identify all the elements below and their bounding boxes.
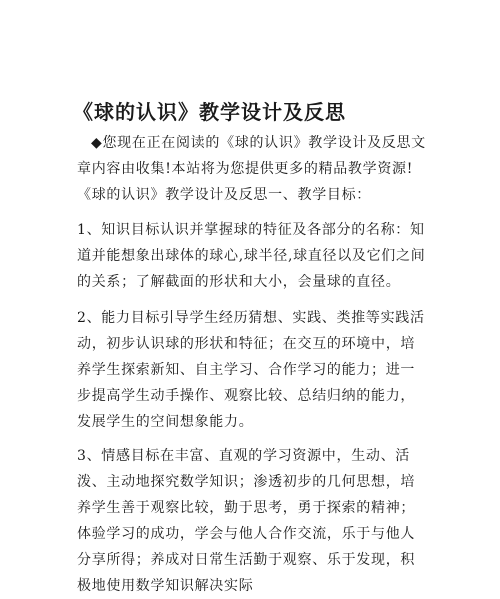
intro-paragraph: ◆您现在正在阅读的《球的认识》教学设计及反思文章内容由收集!本站将为您提供更多的精品教学资源!《球的认识》教学设计及反思一、教学目标：	[77, 135, 426, 203]
knowledge-goal-paragraph: 1、知识目标认识并掌握球的特征及各部分的名称：知道并能想象出球体的球心,球半径,球直径以及它们之间的关系；了解截面的形状和大小，会量球的直径。	[77, 222, 426, 290]
ability-goal-paragraph: 2、能力目标引导学生经历猜想、实践、类推等实践活动，初步认识球的形状和特征；在交互的环境中，培养学生探索新知、自主学习、合作学习的能力；进一步提高学生动手操作、观察比较、总结归纳的能力，发展学生的空间想象能力。	[77, 310, 425, 430]
document-title: 《球的认识》教学设计及反思	[73, 100, 346, 124]
emotion-goal-paragraph: 3、情感目标在丰富、直观的学习资源中，生动、活泼、主动地探究数学知识；渗透初步的几何思想，培养学生善于观察比较，勤于思考，勇于探索的精神；体验学习的成功，学会与他人合作交流，乐于与他人分享所得；养成对日常生活勤于观察、乐于发现，积极地使用数学知识解决实际	[77, 448, 416, 594]
